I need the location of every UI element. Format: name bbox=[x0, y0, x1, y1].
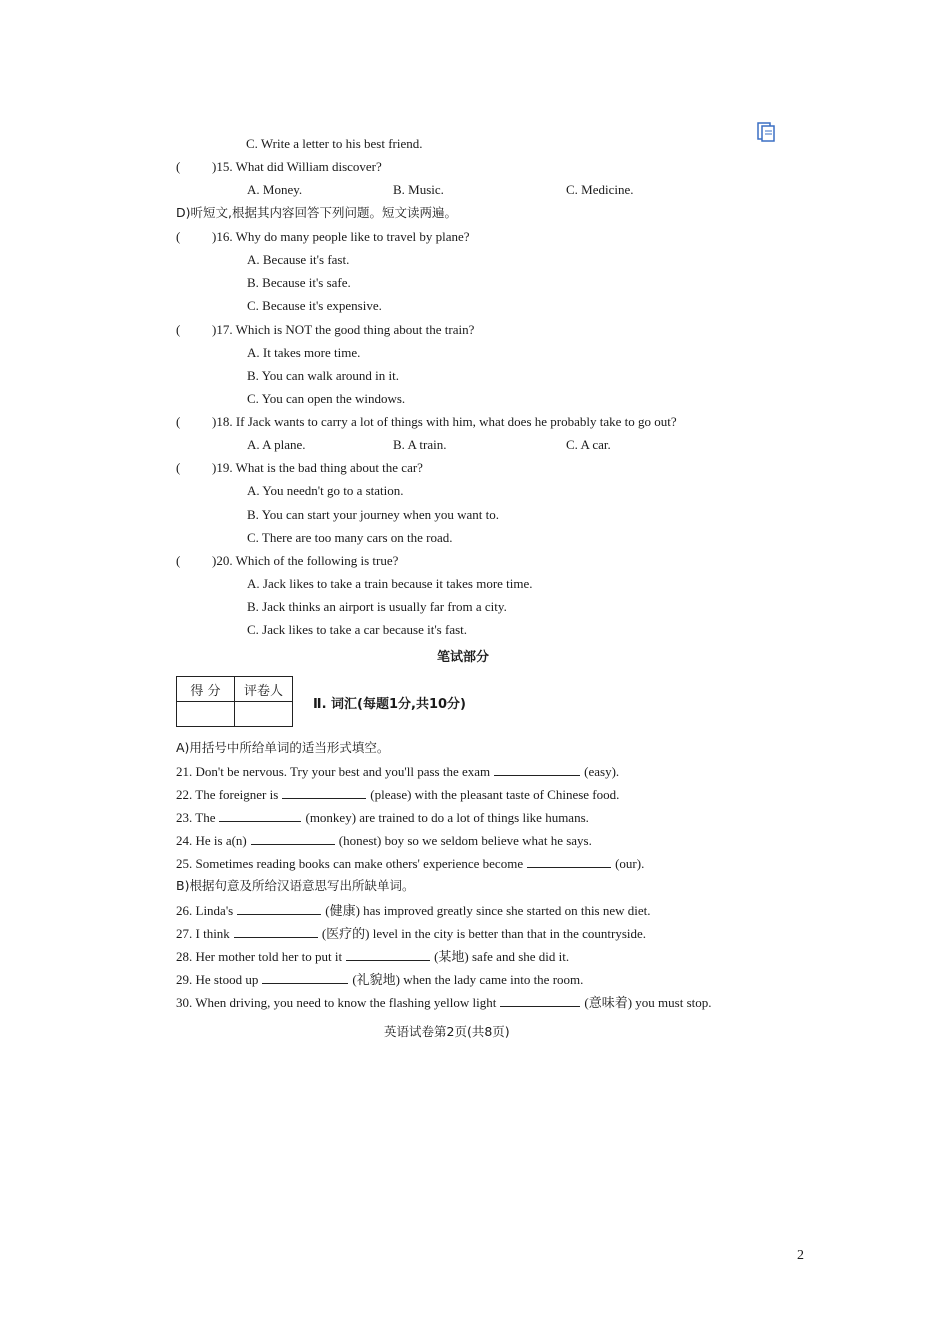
q20-option-a: A. Jack likes to take a train because it takes more time. bbox=[247, 576, 533, 591]
q29: 29. He stood up (礼貌地) when the lady came into the room. bbox=[176, 972, 584, 987]
q19-option-b: B. You can start your journey when you want to. bbox=[247, 507, 500, 522]
q15-stem: ( )15. What did William discover? bbox=[176, 159, 382, 174]
q24-blank[interactable] bbox=[251, 832, 335, 845]
q22-blank[interactable] bbox=[282, 786, 366, 799]
q16-option-b: B. Because it's safe. bbox=[247, 275, 351, 290]
q14-option-c: C. Write a letter to his best friend. bbox=[246, 136, 423, 151]
q30: 30. When driving, you need to know the flashing yellow light (意味着) you must stop. bbox=[176, 995, 712, 1010]
section-b-instruction: B)根据句意及所给汉语意思写出所缺单词。 bbox=[176, 878, 415, 893]
q23: 23. The (monkey) are trained to do a lot of things like humans. bbox=[176, 810, 589, 825]
grader-header: 评卷人 bbox=[235, 677, 293, 702]
q19-stem: ( )19. What is the bad thing about the car? bbox=[176, 460, 423, 475]
q16-stem: ( )16. Why do many people like to travel by plane? bbox=[176, 229, 470, 244]
q27-blank[interactable] bbox=[234, 925, 318, 938]
score-cell[interactable] bbox=[177, 702, 235, 727]
q26-blank[interactable] bbox=[237, 902, 321, 915]
q15-option-b: B. Music. bbox=[393, 182, 444, 197]
q19-option-a: A. You needn't go to a station. bbox=[247, 483, 404, 498]
document-icon[interactable] bbox=[757, 122, 775, 142]
q17-option-a: A. It takes more time. bbox=[247, 345, 361, 360]
q16-option-a: A. Because it's fast. bbox=[247, 252, 350, 267]
q16-option-c: C. Because it's expensive. bbox=[247, 298, 382, 313]
page-footer: 英语试卷第2页(共8页) bbox=[384, 1024, 510, 1039]
q20-option-c: C. Jack likes to take a car because it's fast. bbox=[247, 622, 468, 637]
q25: 25. Sometimes reading books can make others' experience become (our). bbox=[176, 856, 645, 871]
q26: 26. Linda's (健康) has improved greatly since she started on this new diet. bbox=[176, 903, 651, 918]
q17-option-c: C. You can open the windows. bbox=[247, 391, 406, 406]
q27: 27. I think (医疗的) level in the city is better than that in the countryside. bbox=[176, 926, 647, 941]
q25-blank[interactable] bbox=[527, 855, 611, 868]
q18-option-a: A. A plane. bbox=[247, 437, 306, 452]
section-a-instruction: A)用括号中所给单词的适当形式填空。 bbox=[176, 740, 390, 755]
q19-option-c: C. There are too many cars on the road. bbox=[247, 530, 453, 545]
q28-blank[interactable] bbox=[346, 948, 430, 961]
q17-stem: ( )17. Which is NOT the good thing about the train? bbox=[176, 322, 475, 337]
page-number: 2 bbox=[797, 1248, 804, 1263]
section-d-instruction: D)听短文,根据其内容回答下列问题。短文读两遍。 bbox=[176, 205, 457, 220]
q23-blank[interactable] bbox=[219, 809, 301, 822]
q18-option-b: B. A train. bbox=[393, 437, 447, 452]
score-header: 得 分 bbox=[177, 677, 235, 702]
q17-option-b: B. You can walk around in it. bbox=[247, 368, 400, 383]
q24: 24. He is a(n) (honest) boy so we seldom believe what he says. bbox=[176, 833, 592, 848]
q18-option-c: C. A car. bbox=[566, 437, 611, 452]
written-part-title: 笔试部分 bbox=[437, 650, 490, 665]
q20-option-b: B. Jack thinks an airport is usually far from a city. bbox=[247, 599, 507, 614]
q28: 28. Her mother told her to put it (某地) safe and she did it. bbox=[176, 949, 570, 964]
section-ii-title: Ⅱ. 词汇(每题1分,共10分) bbox=[313, 697, 466, 712]
q18-stem: ( )18. If Jack wants to carry a lot of things with him, what does he probably take to go out? bbox=[176, 414, 677, 429]
score-table bbox=[176, 676, 293, 727]
q30-blank[interactable] bbox=[500, 994, 580, 1007]
q15-option-a: A. Money. bbox=[247, 182, 303, 197]
grader-cell[interactable] bbox=[235, 702, 293, 727]
q21-blank[interactable] bbox=[494, 763, 580, 776]
q21: 21. Don't be nervous. Try your best and you'll pass the exam (easy). bbox=[176, 764, 620, 779]
q22: 22. The foreigner is (please) with the pleasant taste of Chinese food. bbox=[176, 787, 620, 802]
q15-option-c: C. Medicine. bbox=[566, 182, 634, 197]
q29-blank[interactable] bbox=[262, 971, 348, 984]
q20-stem: ( )20. Which of the following is true? bbox=[176, 553, 399, 568]
